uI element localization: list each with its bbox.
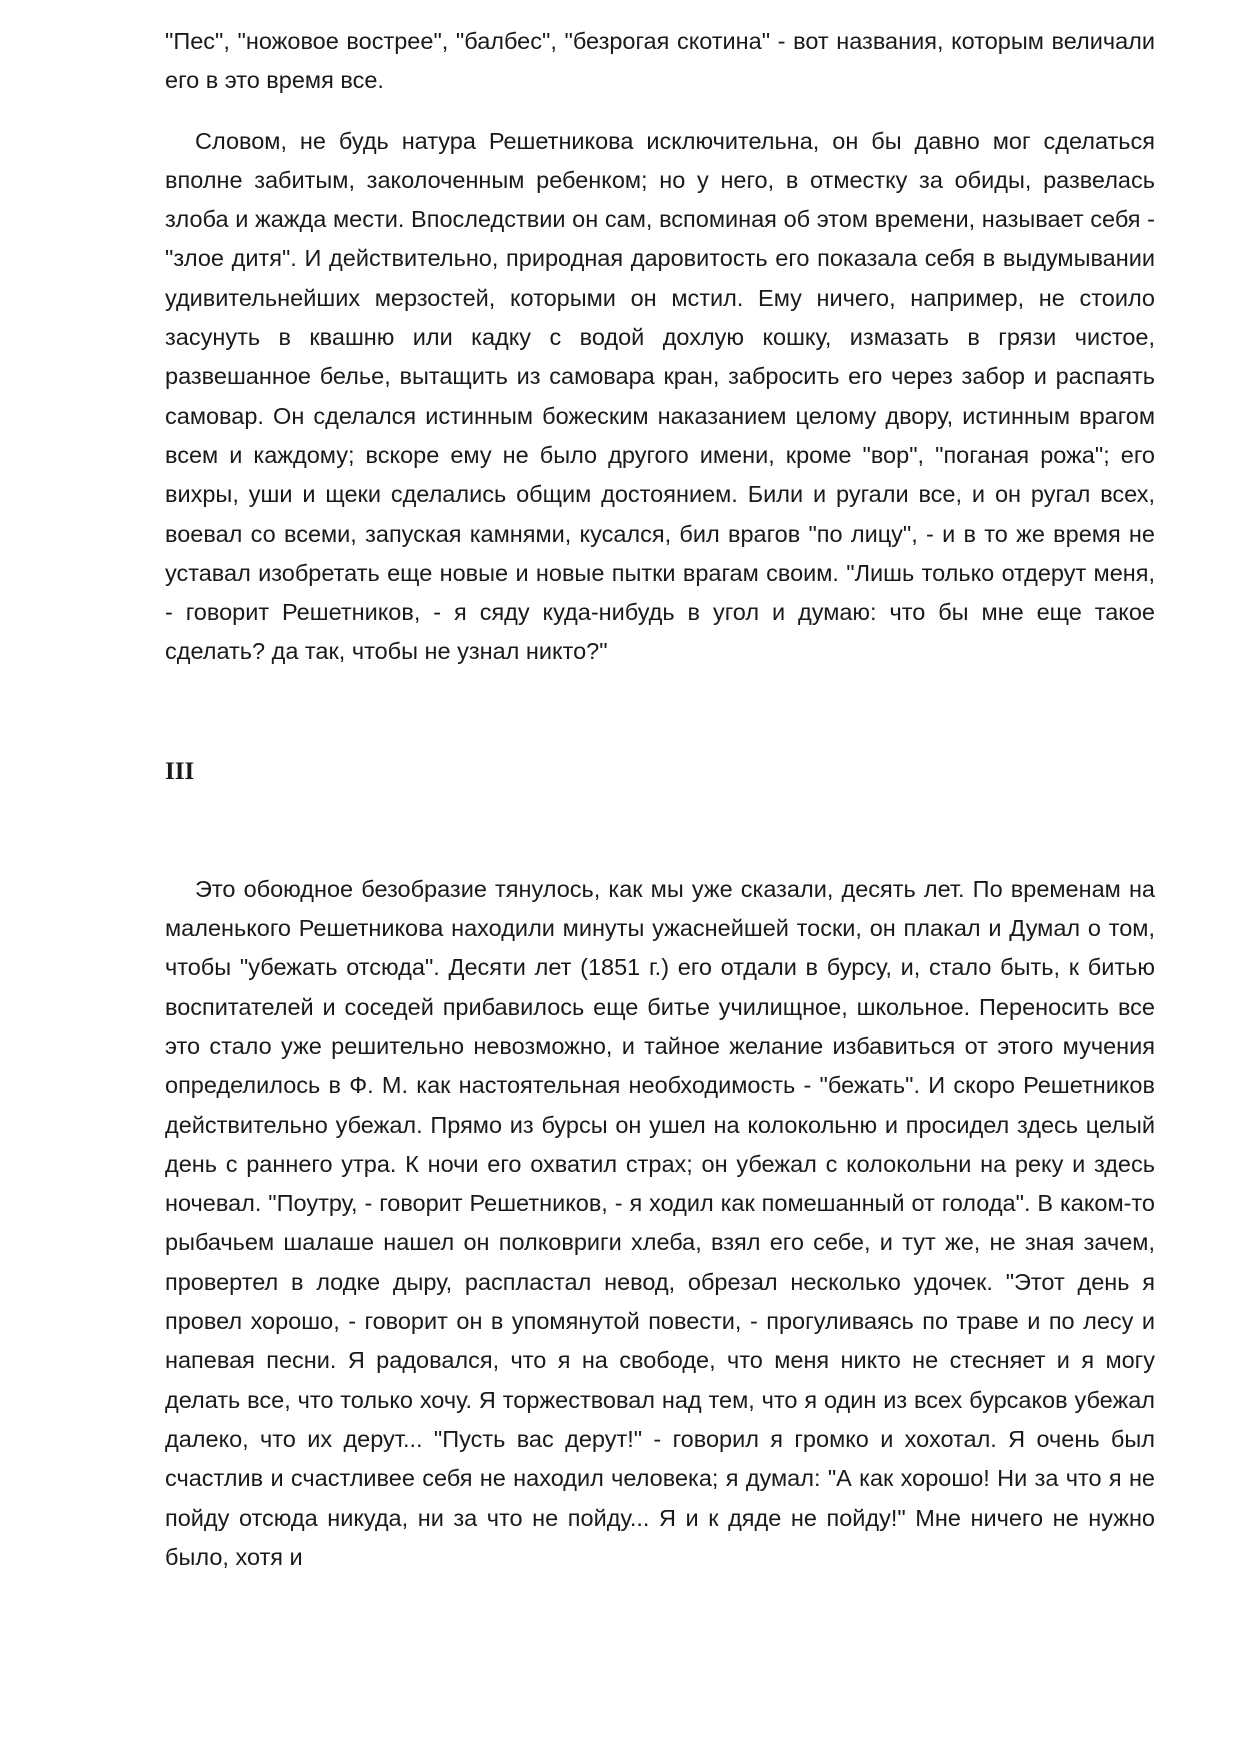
- paragraph-spacer: [165, 101, 1155, 122]
- document-page: [165, 22, 1155, 1577]
- section-spacer: [165, 791, 1155, 870]
- section-spacer: [165, 672, 1155, 752]
- paragraph-evil-child: Словом, не будь натура Решетникова исключительна, он бы давно мог сделаться вполне забитым, заколоченным ребенком; но у него, в отместку за обиды, развелась злоба и жажда мести. Впоследствии он сам, вспоминая об этом времени, называет себя - "злое дитя". И действительно, природная даровитость его показала себя в выдумывании удивительнейших мерзостей, которыми он мстил. Ему ничего, например, не стоило засунуть в квашню или кадку с водой дохлую кошку, измазать в грязи чистое, развешанное белье, вытащить из самовара кран, забросить его через забор и распаять самовар. Он сделался истинным божеским наказанием целому двору, истинным врагом всем и каждому; вскоре ему не было другого имени, кроме "вор", "поганая рожа"; его вихры, уши и щеки сделались общим достоянием. Били и ругали все, и он ругал всех, воевал со всеми, запуская камнями, кусался, бил врагов "по лицу", - и в то же время не уставал изобретать еще новые и новые пытки врагам своим. "Лишь только отдерут меня, - говорит Решетников, - я сяду куда-нибудь в угол и думаю: что бы мне еще такое сделать? да так, чтобы не узнал никто?": [165, 127, 1155, 665]
- paragraph-nicknames: "Пес", "ножовое вострее", "балбес", "безрогая скотина" - вот названия, которым величали его в это время все.: [165, 28, 1155, 94]
- paragraph-escape: Это обоюдное безобразие тянулось, как мы уже сказали, десять лет. По временам на маленького Решетникова находили минуты ужаснейшей тоски, он плакал и Думал о том, чтобы "убежать отсюда". Десяти лет (1851 г.) его отдали в бурсу, и, стало быть, к битью воспитателей и соседей прибавилось еще битье училищное, школьное. Переносить все это стало уже решительно невозможно, и тайное желание избавиться от этого мучения определилось в Ф. М. как настоятельная необходимость - "бежать". И скоро Решетников действительно убежал. Прямо из бурсы он ушел на колокольню и просидел здесь целый день с раннего утра. К ночи его охватил страх; он убежал с колокольни на реку и здесь ночевал. "Поутру, - говорит Решетников, - я ходил как помешанный от голода". В каком-то рыбачьем шалаше нашел он полковриги хлеба, взял его себе, и тут же, не зная зачем, провертел в лодке дыру, распластал невод, обрезал несколько удочек. "Этот день я провел хорошо, - говорит он в упомянутой повести, - прогуливаясь по траве и по лесу и напевая песни. Я радовался, что я на свободе, что меня никто не стесняет и я могу делать все, что только хочу. Я торжествовал над тем, что я один из всех бурсаков убежал далеко, что их дерут... "Пусть вас дерут!" - говорил я громко и хохотал. Я очень был счастлив и счастливее себя не находил человека; я думал: "А как хорошо! Ни за что я не пойду отсюда никуда, ни за что не пойду... Я и к дяде не пойду!" Мне ничего не нужно было, хотя и: [165, 875, 1155, 1570]
- section-heading: III: [165, 757, 195, 785]
